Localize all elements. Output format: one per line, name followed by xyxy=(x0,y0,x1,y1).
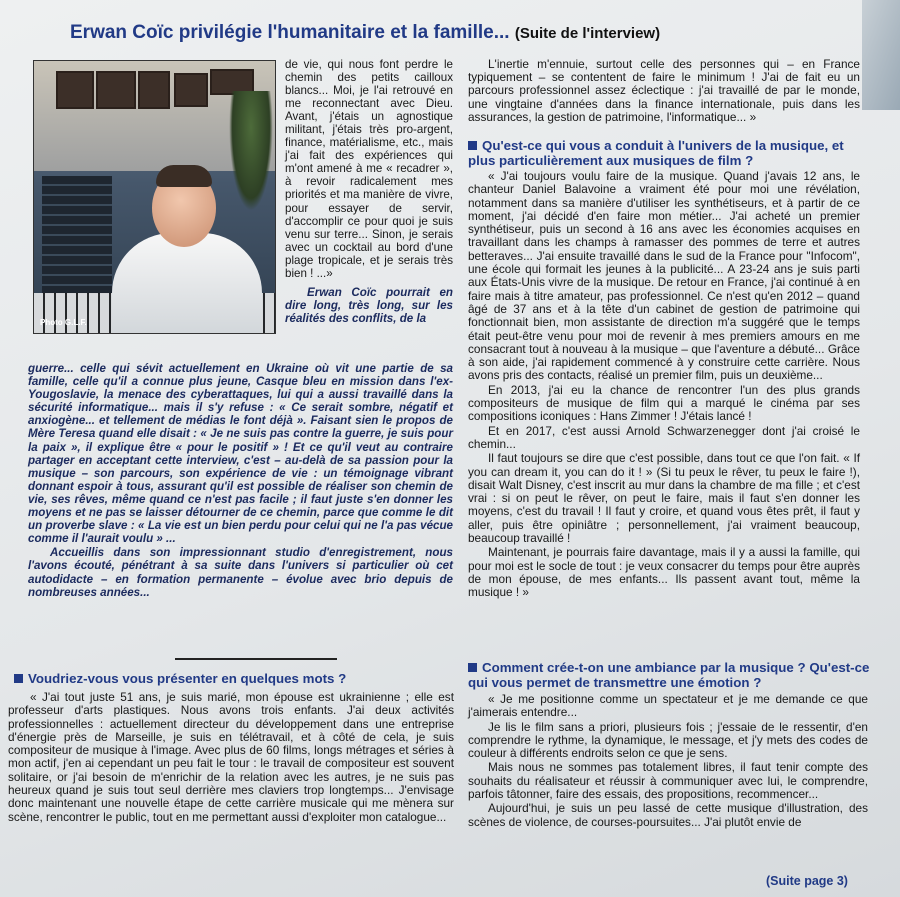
answer-3-p4: Aujourd'hui, je suis un peu lassé de cette musique d'illustration, des scènes de violence, de courses-poursuites... J'ai plutôt envie de xyxy=(468,801,868,829)
title-suffix: (Suite de l'interview) xyxy=(514,25,661,42)
person-shirt xyxy=(112,233,262,334)
right-column-top xyxy=(468,58,860,125)
intro-quote: de vie, qui nous font perdre le chemin des petits cailloux blancs... Moi, je l'ai retrouvé en me reconnectant avec Dieu. Avant, j'étais un agnostique militant, j'étais très pro-argent, finance, matérialisme, etc., mais j'ai fait des expériences qui m'ont amené à me « recadrer », à revoir radicalement mes priorités et ma manière de vivre, pour essayer de servir, d'accomplir ce pour quoi je suis venu sur terre... Sinon, je serais avec un cocktail au bord d'une plage tropicale, et je serais très bien ! ...» xyxy=(285,58,453,280)
person-hair xyxy=(156,165,212,187)
answer-3-p3: Mais nous ne sommes pas totalement libres, il faut tenir compte des souhaits du réalisateur et réussir à communiquer avec lui, le comprendre, parfois tâtonner, faire des essais, des propositions, recommencer... xyxy=(468,760,868,802)
studio-rack xyxy=(42,176,112,296)
answer-2-column xyxy=(468,170,860,601)
title-text: Erwan Coïc privilégie l'humanitaire et la famille... xyxy=(70,22,510,43)
answer-2-p4: Il faut toujours se dire que c'est possible, dans tout ce que l'on fait. « If you can dream it, you can do it ! » (Si tu peux le rêver, tu peux le faire !), disait Walt Disney, c'est inscrit au mur dans la chambre de ma fille ; et c'est vrai : si on peut le rêver, on peut le faire, mais il faut s'en donner les moyens, c'est du travail ! Il faut y croire, et quand vous êtes prêt, il faut y aller, puis être opiniâtre ; personnellement, j'ai vraiment beaucoup, beaucoup travaillé ! xyxy=(468,451,860,546)
answer-3-p2: Je lis le film sans a priori, plusieurs fois ; j'essaie de le ressentir, d'en comprendre le rythme, la dynamique, le message, et j'y mets des codes de couleur à différents endroits selon ce que je sens. xyxy=(468,719,868,761)
wall-frame xyxy=(96,71,136,109)
answer-2-p2: En 2013, j'ai eu la chance de rencontrer l'un des plus grands compositeurs de musique de film qui a marqué le cinéma par ses compositions iconiques : Hans Zimmer ! J'étais lancé ! xyxy=(468,382,860,424)
portrait-photo xyxy=(33,60,276,334)
wall-frame xyxy=(56,71,94,109)
answer-1-column xyxy=(8,691,454,825)
bullet-square-icon xyxy=(468,141,477,150)
question-3 xyxy=(468,660,873,690)
answer-continued: L'inertie m'ennuie, surtout celle des personnes qui – en France typiquement – se contentent de faire le minimum ! J'ai de fait eu un parcours professionnel assez éclectique : j'ai travaillé de par le monde, une vingtaine d'années dans la finance internationale, puis dans les assurances, la gestion de patrimoine, l'informatique... » xyxy=(468,57,860,124)
intro-italic-body: guerre... celle qui sévit actuellement en Ukraine où vit une partie de sa famille, celle qu'il a connue plus jeune, Casque bleu en mission dans l'ex-Yougoslavie, la menace des cyberattaques, lui qui a aussi travaillé dans la sécurité informatique... mais il s'y refuse : « Ce serait sombre, négatif et anxiogène... et tellement de médias le font déjà ». Faisant sien le propos de Mère Teresa quand elle disait : « Je ne suis pas contre la guerre, je suis pour la paix », il explique être « pour le positif » ! Et ce qu'il veut au contraire partager en acceptant cette interview, c'est – au-delà de sa passion pour la musique – son parcours, son expérience de vie : un témoignage vibrant donnant espoir à tous, assurant qu'il est possible de réaliser son chemin de vie, ses rêves, même quand ce n'est pas facile ; il faut juste s'en donner les moyens et ne pas se laisser détourner de ce chemin, parce que comme le dit un proverbe slave : « La vie est un bien perdu pour celui qui ne l'a pas vécue comme il l'aurait voulu » ... xyxy=(28,362,453,546)
question-1 xyxy=(14,671,454,686)
bullet-square-icon xyxy=(14,674,23,683)
photo-credit: Photo G.L.F. xyxy=(40,318,87,327)
answer-3-column xyxy=(468,693,868,830)
answer-2-p3: Et en 2017, c'est aussi Arnold Schwarzenegger dont j'ai croisé le chemin... xyxy=(468,423,860,451)
answer-2-p5: Maintenant, je pourrais faire davantage, mais il y a aussi la famille, qui pour moi est le socle de tout : je veux consacrer du temps pour être auprès de mon épouse, de mes enfants... Ils passent avant tout, même la musique ! » xyxy=(468,545,860,600)
wall-frame xyxy=(138,71,170,109)
answer-2-p1: « J'ai toujours voulu faire de la musique. Quand j'avais 12 ans, le chanteur Daniel Balavoine a vraiment été pour moi une révélation, notamment dans sa manière d'utiliser les synthétiseurs, et à partir de ce moment, j'ai décidé d'en faire mon métier... J'ai acheté un premier synthétiseur, puis un second à 16 ans avec les économies acquises en travaillant dans les champs à ramasser des pommes de terre et autres betteraves... J'ai ensuite travaillé dans le sud de la France pour "Infocom", une école qui formait les jeunes à la publicité... A 23-24 ans je suis parti aux États-Unis vivre de la musique. De retour en France, j'ai continué à en faire mais à titre amateur, pas professionnel. Ce n'est qu'en 2012 – quand âgé de 37 ans et à la tête d'un cabinet de gestion de patrimoine qui fonctionnait bien, mon assistante de direction m'a suggéré que le temps était peut-être venu pour moi de revenir à mes premiers amours en me consacrant tout à nouveau à la musique – que l'aventure a débuté... Grâce à son aide, j'ai rapidement commencé à y construire cette carrière. Nous avons pris des contacts, réalisé un premier film, puis un deuxième... xyxy=(468,169,860,383)
question-1-text: Voudriez-vous vous présenter en quelques mots ? xyxy=(28,671,347,686)
bullet-square-icon xyxy=(468,663,477,672)
intro-italic-start: Erwan Coïc pourrait en dire long, très long, sur les réalités des conflits, de la xyxy=(285,285,453,325)
question-3-text: Comment crée-t-on une ambiance par la musique ? Qu'est-ce qui vous permet de transmettre une émotion ? xyxy=(468,660,870,690)
article-title xyxy=(70,22,770,44)
continued-on-page: (Suite page 3) xyxy=(766,874,848,888)
question-2 xyxy=(468,138,863,168)
answer-1: « J'ai tout juste 51 ans, je suis marié, mon épouse est ukrainienne ; elle est professeur d'arts plastiques. Nous avons trois enfants. J'ai deux activités professionnelles : actuellement directeur du développement dans une entreprise d'énergie près de Marseille, je suis en télétravail, et à côté de cela, je suis compositeur de musique à l'image. Avec plus de 60 films, longs métrages et séries à mon actif, j'en ai cependant un peu fait le tour : le travail de compositeur est souvent solitaire, or j'ai besoin de m'enrichir de la relation avec les autres, je ne suis pas heureux quand je suis tout seul derrière mes claviers trop longtemps... J'envisage donc maintenant une nouvelle étape de cette carrière musicale qui me mènera sur scène, rencontrer le public, tout en me permettant aussi d'exploiter mon catalogue... xyxy=(8,690,454,824)
section-divider xyxy=(175,658,337,660)
page-fold xyxy=(862,0,900,110)
wall-frame xyxy=(174,73,208,107)
plant xyxy=(229,91,273,211)
answer-3-p1: « Je me positionne comme un spectateur et je me demande ce que j'aimerais entendre... xyxy=(468,692,868,720)
intro-italic-column xyxy=(28,362,453,600)
intro-italic-end: Accueillis dans son impressionnant studio d'enregistrement, nous l'avons écouté, pénétrant à sa suite dans l'univers si particulier où cet autodidacte – en formation permanente – évolue avec brio depuis de nombreuses années... xyxy=(28,546,453,599)
intro-quote-column xyxy=(285,58,453,326)
question-2-text: Qu'est-ce qui vous a conduit à l'univers de la musique, et plus particulièrement aux musiques de film ? xyxy=(468,138,844,168)
